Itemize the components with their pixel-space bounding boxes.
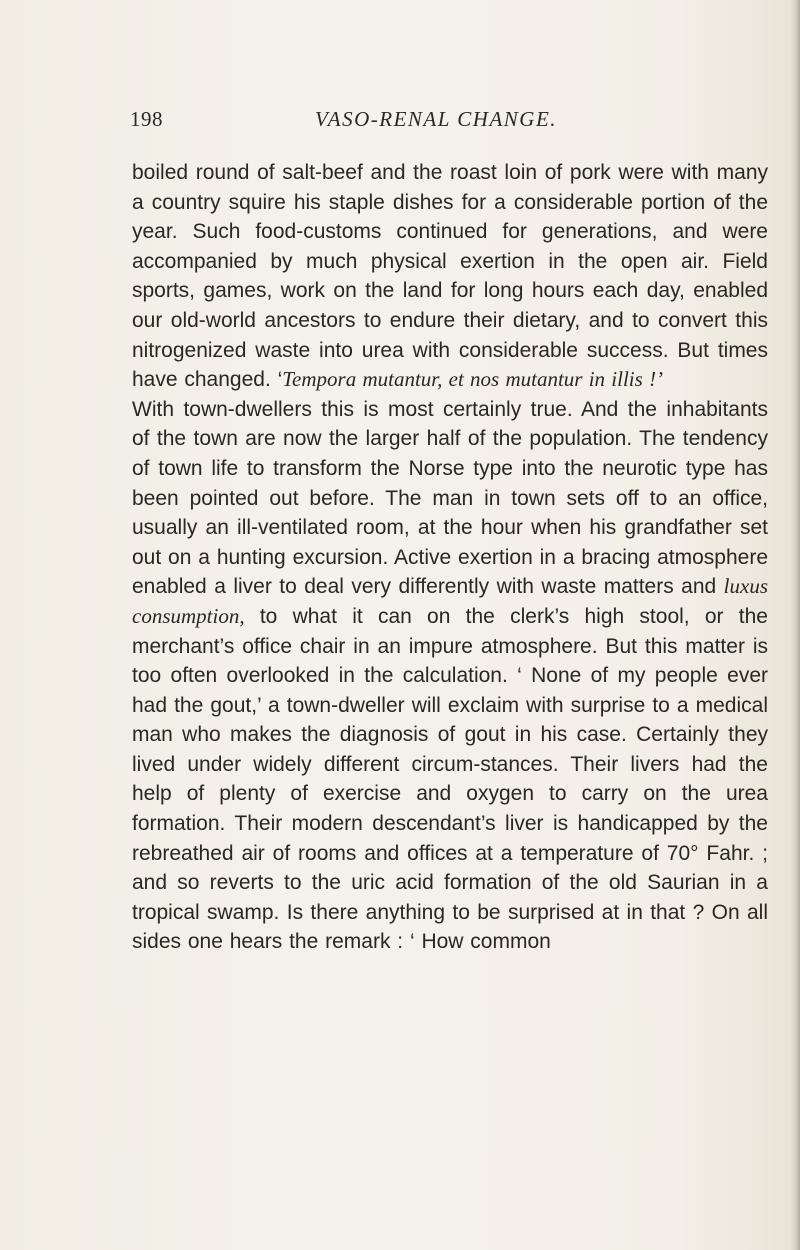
italic-term: luxus consumption, — [132, 574, 768, 628]
latin-quote: Tempora mutantur, et nos mutantur in illis !’ — [282, 367, 664, 392]
page-number: 198 — [130, 107, 163, 131]
body-text — [132, 158, 768, 957]
running-head: VASO-RENAL CHANGE. — [315, 107, 558, 131]
paragraph-1 — [132, 158, 768, 395]
text-segment: With town-dwellers this is most certainly true. And the inhabitants of the town are now the larger half of the population. The tendency of town life to transform the Norse type into the neurotic type has been pointed out before. The man in town sets off to an office, usually an ill-ventilated room, at the hour when his grandfather set out on a hunting excursion. Active exertion in a bracing atmosphere enabled a liver to deal very differently with waste matters and — [132, 397, 768, 599]
text-segment: boiled round of salt-beef and the roast loin of pork were with many a country squire his staple dishes for a considerable portion of the year. Such food-customs continued for generations, and were accompanied by much physical exertion in the open air. Field sports, games, work on the land for long hours each day, enabled our old-world ancestors to endure their dietary, and to convert this nitrogenized waste into urea with considerable success. But times have changed. ‘ — [132, 161, 768, 392]
page-header — [130, 104, 770, 134]
text-segment: to what it can on the clerk’s high stool, or the merchant’s office chair in an impure atmosphere. But this matter is too often overlooked in the calculation. ‘ None of my people ever had the gout,’ a town-dweller will exclaim with surprise to a medical man who makes the diagnosis of gout in his case. Certainly they lived under widely different circum-stances. Their livers had the help of plenty of exercise and oxygen to carry on the urea formation. Their modern descendant’s liver is handicapped by the rebreathed air of rooms and offices at a temperature of 70° Fahr. ; and so reverts to the uric acid formation of the old Saurian in a tropical swamp. Is there anything to be surprised at in that ? On all sides one hears the remark : ‘ How common — [132, 604, 768, 954]
paragraph-2 — [132, 395, 768, 957]
page-edge-shadow — [790, 0, 800, 1250]
